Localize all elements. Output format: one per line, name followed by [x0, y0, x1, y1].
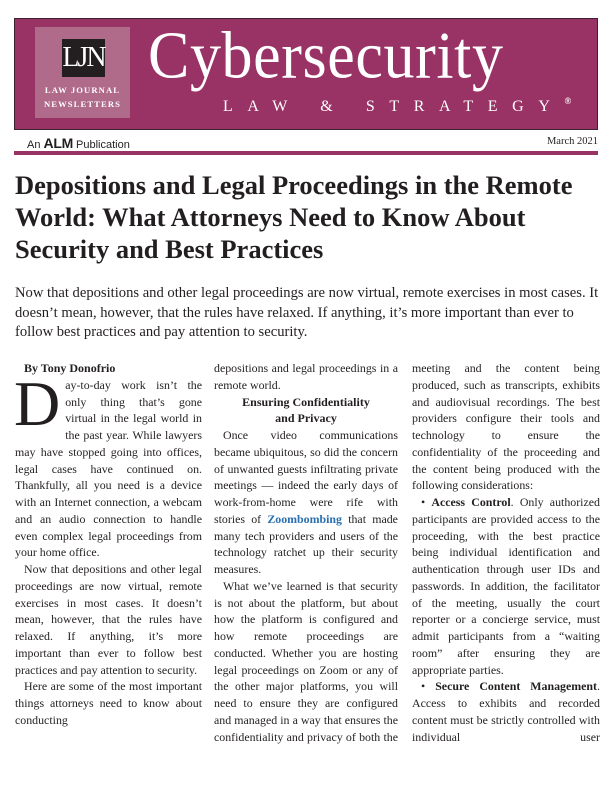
bullet-text: . Access to exhibits and recorded content must be strictly controlled with individual user [412, 679, 600, 744]
section-heading-line-2: and Privacy [275, 411, 337, 426]
bullet-access-control [412, 494, 600, 678]
logo-text-line-2: NEWSLETTERS [43, 99, 122, 109]
paragraph-4-text-b: that made many tech providers and users of the technology ratchet up their security measures. [214, 511, 398, 576]
alm-logo: ALM [43, 135, 73, 151]
paragraph-5-end: meeting and the content being produced, such as transcripts, exhibits and audiovisual recordings. The best providers configure their tools and technology to ensure the confidentiality of the proceeding and the content being produced with the following considerations: [412, 361, 600, 493]
publication-subtitle [223, 96, 571, 116]
header-divider [14, 151, 598, 155]
paragraph-4 [214, 427, 398, 578]
paragraph-3-start: Here are some of the most important things attorneys need to know about conducting [15, 679, 202, 727]
bullet-text: . Only authorized participants are provided access to the proceeding, with the best practice being individual identification and authentication through user IDs and passwords. In addition, the facilitator of the meeting, usually the court reporter or a concierge service, must admit participants from a “waiting room” after ensuring they are appropriate parties. [412, 495, 600, 677]
ljn-logo-mark: LJN [62, 39, 105, 77]
paragraph-3-end: depositions and legal proceedings in a remote world. [214, 361, 398, 392]
bullet-secure-content [412, 678, 600, 745]
paragraph-intro-text: ay-to-day work isn’t the only thing that’s gone virtual in the legal world in the past year. While lawyers may have stopped going into offices, legal cases have continued on. Thankfully, all you need is a device with an Internet connection, a webcam and an audio connection to handle even complex legal proceedings from your home office. [15, 377, 202, 560]
logo-text-line-1: LAW JOURNAL [44, 85, 121, 95]
byline: By Tony Donofrio [24, 361, 116, 375]
drop-cap: D [14, 367, 61, 439]
publisher-prefix: An [27, 139, 41, 151]
article-column-3 [412, 360, 600, 745]
bullet-marker: • [421, 679, 426, 694]
registered-mark: ® [564, 96, 572, 106]
paragraph-2: Now that depositions and other legal proceedings are now virtual, remote exercises in most cases. It doesn’t mean, however, that the rules have relaxed. If anything, it’s more important than ever to follow best practices and pay attention to security. [15, 562, 202, 677]
paragraph-5-start: What we’ve learned is that security is not about the platform, but about how the platform is configured and how remote proceedings are conducted. Whether you are hosting legal proceedings on Zoom or any of the other major platforms, you will need to ensure they are configured and managed in a way that ensures the confidentiality and privacy of both the [214, 578, 398, 744]
issue-date: March 2021 [546, 136, 598, 147]
masthead-banner [14, 18, 598, 130]
zoombombing-link[interactable]: Zoombombing [267, 511, 342, 526]
article-headline: Depositions and Legal Proceedings in the Remote World: What Attorneys Need to Know About Security and Best Practices [15, 170, 573, 264]
subtitle-text: LAW & STRATEGY [223, 98, 565, 115]
article-column-1 [15, 360, 202, 729]
publisher-line [27, 135, 130, 151]
publisher-suffix: Publication [76, 139, 130, 151]
section-heading [214, 394, 398, 428]
ljn-logo [35, 27, 130, 118]
article-column-2 [214, 360, 398, 745]
bullet-title: Access Control [431, 495, 511, 509]
bullet-title: Secure Content Management [435, 679, 597, 694]
bullet-marker: • [421, 495, 426, 509]
section-heading-line-1: Ensuring Confidentiality [242, 394, 370, 409]
paragraph-4-text-a: Once video communications became ubiquitous, so did the concern of unwanted guests infiltrating private meetings — indeed the early days of work-from-home were rife with stories of [214, 428, 398, 526]
publication-title: Cybersecurity [148, 19, 504, 93]
article-deck: Now that depositions and other legal proceedings are now virtual, remote exercises in most cases. It doesn’t mean, however, that the rules have relaxed. If anything, it’s more important than ever to follow best practices and pay attention to security. [15, 285, 599, 340]
